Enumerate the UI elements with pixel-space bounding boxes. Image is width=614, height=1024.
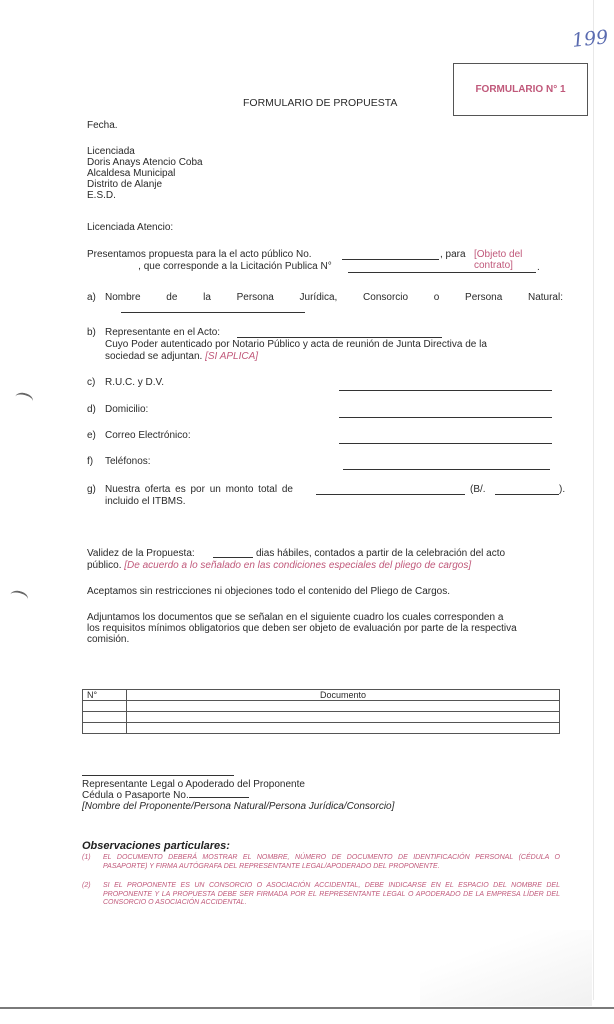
proponent-name-placeholder: [Nombre del Proponente/Persona Natural/Persona Jurídica/Consorcio] [82,801,395,812]
table-row [83,723,560,734]
id-label: Cédula o Pasaporte No. [82,790,189,801]
id-number-row [82,790,394,801]
email-field[interactable] [339,443,552,444]
item-marker-a: a) [87,292,96,303]
salutation: Licenciada Atencio: [87,222,174,233]
item-marker-e: e) [87,430,96,441]
entity-name-field[interactable] [121,312,305,313]
addressee-line: Distrito de Alanje [87,179,163,190]
attachments-line: comisión. [87,634,130,645]
note-text: EL DOCUMENTO DEBERÁ MOSTRAR EL NOMBRE, NÚMERO DE DOCUMENTO DE IDENTIFICACIÓN PERSONAL (CÉDULA O PASAPORTE) Y FIRMA AUTÓGRAFA DEL REPRESENTANTE LEGAL/APODERADO DEL PROPONENTE. [103,854,560,870]
table-cell[interactable] [127,723,560,734]
placeholder-text: [Objeto del contrato] [474,249,523,271]
form-number-box [453,63,588,116]
item-f-label: Teléfonos: [105,456,151,467]
document-title: FORMULARIO DE PROPUESTA [243,97,398,109]
table-row [83,701,560,712]
id-number-field[interactable] [189,797,249,798]
phone-field[interactable] [343,469,550,470]
item-b-line2: Cuyo Poder autenticado por Notario Público y acta de reunión de Junta Directiva de la [105,339,487,350]
item-marker-b: b) [87,327,96,338]
address-field[interactable] [339,417,552,418]
intro-text: , para [440,249,466,260]
item-b-line3 [105,351,258,362]
intro-text: Presentamos propuesta para la el acto público No. [87,249,312,260]
attachments-line: Adjuntamos los documentos que se señalan en el siguiente cuadro los cuales corresponden a [87,612,504,623]
validity-text: dias hábiles, contados a partir de la celebración del acto [256,548,506,559]
attachments-paragraph [87,612,563,645]
item-marker-d: d) [87,404,96,415]
documents-table [82,689,560,734]
item-b-text: sociedad se adjuntan. [105,351,203,362]
addressee-line: Doris Anays Atencio Coba [87,157,203,168]
validity-label: Validez de la Propuesta: [87,548,195,559]
validity-days-field[interactable] [213,557,253,558]
attachments-line: los requisitos mínimos obligatorios que deben ser objeto de evaluación por parte de la respectiva [87,623,517,634]
observations-title: Observaciones particulares: [82,840,230,852]
item-marker-c: c) [87,377,96,388]
table-cell[interactable] [127,712,560,723]
form-number-label: FORMULARIO N° 1 [475,84,566,95]
item-e-label: Correo Electrónico: [105,430,191,441]
item-marker-g: g) [87,484,96,495]
item-d-label: Domicilio: [105,404,149,415]
contract-object-placeholder [474,249,564,271]
total-amount-words-field[interactable] [316,494,465,495]
intro-text: , que corresponde a la Licitación Publica N° [138,261,332,272]
column-header-document: Documento [127,690,560,701]
table-cell[interactable] [83,701,127,712]
punch-hole-mark [14,391,34,407]
addressee-block [87,146,203,201]
act-number-field[interactable] [342,259,439,260]
addressee-line: E.S.D. [87,190,116,201]
note-number: (1) [82,854,91,861]
currency-close: ). [559,484,566,495]
note-number: (2) [82,882,91,889]
item-g-label: Nuestra oferta es por un monto total de [105,484,293,495]
item-marker-f: f) [87,456,94,467]
handwritten-page-number: 199 [570,26,610,52]
item-b-label: Representante en el Acto: [105,327,221,338]
table-cell[interactable] [83,723,127,734]
representative-field[interactable] [237,337,442,338]
item-c-label: R.U.C. y D.V. [105,377,165,388]
if-applicable-note: [SI APLICA] [205,351,259,362]
signature-title: Representante Legal o Apoderado del Proponente [82,779,305,790]
item-a-label: Nombre de la Persona Jurídica, Consorcio o Persona Natural: [105,292,563,303]
ruc-field[interactable] [339,390,552,391]
table-header-row [83,690,560,701]
table-cell[interactable] [83,712,127,723]
intro-line-1 [87,249,312,260]
scan-shadow [420,930,592,1006]
addressee-line: Alcaldesa Municipal [87,168,176,179]
acceptance-statement: Aceptamos sin restricciones ni objeciones todo el contenido del Pliego de Cargos. [87,586,450,597]
column-header-number: N° [83,690,127,701]
item-g-line2: incluido el ITBMS. [105,496,186,507]
date-label: Fecha. [87,120,118,131]
signature-line[interactable] [82,775,234,776]
punch-hole-mark [9,589,29,605]
currency-label: (B/. [470,484,486,495]
table-row [83,712,560,723]
validity-line2 [87,560,471,571]
addressee-line: Licenciada [87,146,135,157]
note-text: SI EL PROPONENTE ES UN CONSORCIO O ASOCIACIÓN ACCIDENTAL, DEBE INDICARSE EN EL ESPACIO DEL NOMBRE DEL PROPONENTE Y LA PROPUESTA DEBE SER FIRMADA POR EL REPRESENTANTE LEGAL O APODERADO DE LA EMPRESA LÍDER DEL CONSORCIO O ASOCIACIÓN ACCIDENTAL. [103,882,560,906]
page-edge [593,0,594,1000]
table-cell[interactable] [127,701,560,712]
intro-end: . [537,262,540,273]
tender-number-field[interactable] [348,272,536,273]
page-bottom-edge [0,1007,614,1009]
validity-note: [De acuerdo a lo señalado en las condiciones especiales del pliego de cargos] [124,560,472,571]
intro-line-2 [87,261,332,272]
validity-text: público. [87,560,122,571]
signature-block [82,779,394,812]
total-amount-number-field[interactable] [495,494,559,495]
